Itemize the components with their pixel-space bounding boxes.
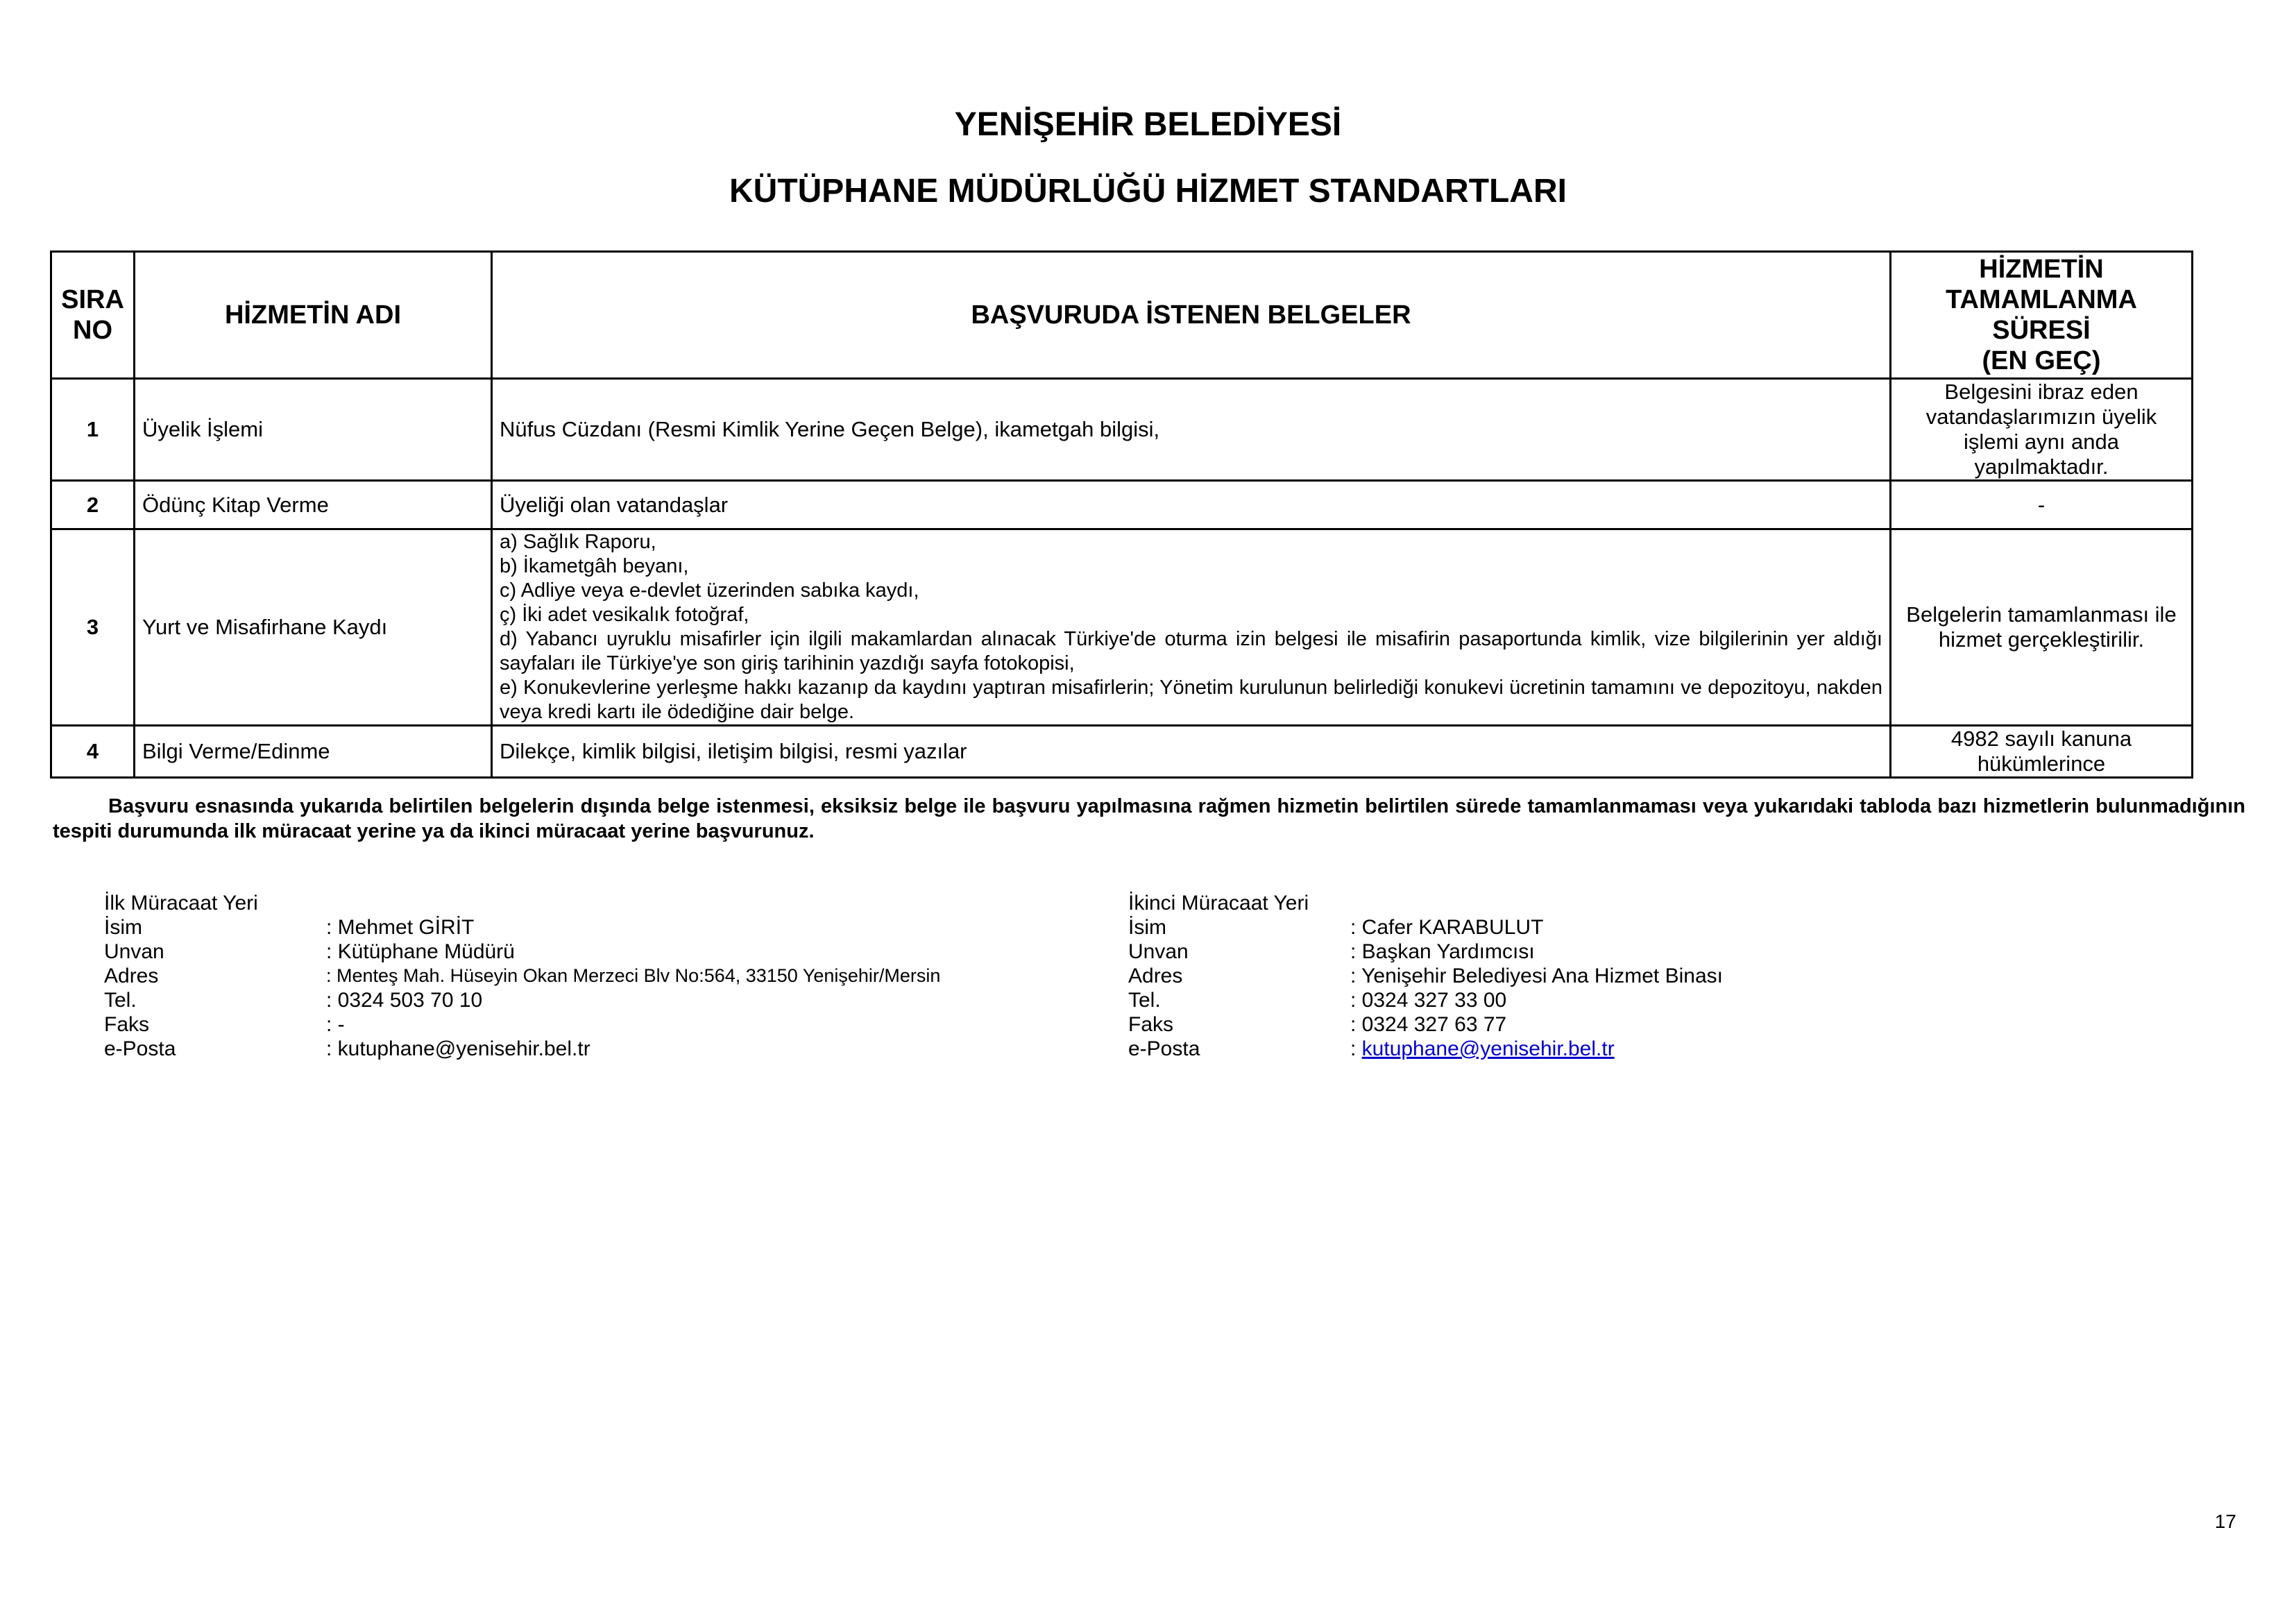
document-item: d) Yabancı uyruklu misafirler için ilgili makamlardan alınacak Türkiye'de oturma izin belgesi ile misafirin pasaportunda kimlik, vize bilgilerinin yer aldığı sayfaları ile Türkiye'ye son giriş tarihinin yazdığı sayfa fotokopisi,	[500, 628, 1882, 674]
contact-label: Adres	[104, 965, 159, 987]
document-subtitle: KÜTÜPHANE MÜDÜRLÜĞÜ HİZMET STANDARTLARI	[729, 173, 1567, 210]
contact-label: Faks	[104, 1013, 150, 1036]
header-time-line: SÜRESİ	[1992, 316, 2091, 345]
service-name: Ödünç Kitap Verme	[135, 481, 492, 529]
contact-row	[104, 1037, 940, 1061]
contact-label: Tel.	[104, 989, 137, 1012]
second-contact-heading	[1128, 891, 1723, 915]
header-no-line: SIRA	[61, 285, 124, 314]
contact-label: İsim	[1128, 916, 1166, 939]
header-service-name: HİZMETİN ADI	[135, 252, 492, 379]
row-number: 4	[51, 726, 135, 778]
contact-value: : 0324 327 33 00	[1350, 989, 1507, 1012]
contact-value: : -	[326, 1013, 345, 1036]
completion-time: Belgesini ibraz eden vatandaşlarımızın üyelik işlemi aynı anda yapılmaktadır.	[1891, 379, 2193, 481]
contact-row	[1128, 915, 1723, 940]
email-prefix: :	[1350, 1037, 1362, 1060]
header-required-documents: BAŞVURUDA İSTENEN BELGELER	[492, 252, 1891, 379]
page-number: 17	[2214, 1511, 2236, 1532]
row-number: 2	[51, 481, 135, 529]
document-item: ç) İki adet vesikalık fotoğraf,	[500, 604, 749, 626]
header-time-line: TAMAMLANMA	[1946, 285, 2137, 314]
service-name: Yurt ve Misafirhane Kaydı	[135, 529, 492, 726]
completion-time: -	[1891, 481, 2193, 529]
contact-value: : Mehmet GİRİT	[326, 916, 475, 939]
contact-row	[104, 940, 940, 964]
document-item: b) İkametgâh beyanı,	[500, 555, 689, 577]
application-note: Başvuru esnasında yukarıda belirtilen belgelerin dışında belge istenmesi, eksiksiz belge ile başvuru yapılmasına rağmen hizmetin belirtilen sürede tamamlanmaması veya yukarıdaki tabloda bazı hizmetlerin bulunmadığının tespiti durumunda ilk müracaat yerine ya da ikinci müracaat yerine başvurunuz.	[53, 795, 2245, 842]
contact-value: : Başkan Yardımcısı	[1350, 940, 1535, 963]
document-item: e) Konukevlerine yerleşme hakkı kazanıp da kaydını yaptıran misafirlerin; Yönetim kurulunun belirlediği konukevi ücretinin tamamını ve depozitoyu, nakden veya kredi kartı ile ödediğine dair belge.	[500, 677, 1882, 723]
contact-label: Tel.	[1128, 989, 1161, 1012]
contact-label: Faks	[1128, 1013, 1174, 1036]
header-no-line: NO	[73, 316, 112, 345]
contact-value: : kutuphane@yenisehir.bel.tr	[326, 1037, 590, 1060]
contact-label: Unvan	[1128, 940, 1189, 963]
contact-value	[1350, 1037, 1615, 1061]
required-documents: Dilekçe, kimlik bilgisi, iletişim bilgisi, resmi yazılar	[492, 726, 1891, 778]
header-completion-time	[1891, 252, 2193, 379]
contact-row	[104, 1012, 940, 1037]
contact-value: : Menteş Mah. Hüseyin Okan Merzeci Blv No:564, 33150 Yenişehir/Mersin	[326, 965, 941, 986]
contact-row	[1128, 1037, 1723, 1061]
contact-label: Adres	[1128, 965, 1183, 987]
document-title: YENİŞEHİR BELEDİYESİ	[954, 106, 1342, 143]
header-time-line: HİZMETİN	[1979, 255, 2104, 284]
document-item: a) Sağlık Raporu,	[500, 531, 656, 553]
service-name: Bilgi Verme/Edinme	[135, 726, 492, 778]
service-standards-table	[50, 250, 2193, 779]
email-link[interactable]: kutuphane@yenisehir.bel.tr	[1361, 1037, 1615, 1060]
contact-value: : Kütüphane Müdürü	[326, 940, 515, 963]
header-time-line: (EN GEÇ)	[1982, 346, 2101, 375]
required-documents	[492, 529, 1891, 726]
contact-label: e-Posta	[104, 1037, 176, 1060]
contact-row	[1128, 1012, 1723, 1037]
row-number: 3	[51, 529, 135, 726]
table-header-row	[51, 252, 2193, 379]
first-contact-heading-text: İlk Müracaat Yeri	[104, 892, 258, 915]
contact-label: Unvan	[104, 940, 164, 963]
table-row	[51, 529, 2193, 726]
first-contact-heading	[104, 891, 940, 915]
table-row	[51, 379, 2193, 481]
contact-row	[104, 915, 940, 940]
contact-value: : 0324 327 63 77	[1350, 1013, 1507, 1036]
contact-row	[1128, 964, 1723, 988]
table-row	[51, 481, 2193, 529]
second-contact-block	[1128, 891, 1723, 1061]
contact-label: e-Posta	[1128, 1037, 1200, 1060]
contact-row	[1128, 940, 1723, 964]
document-item: c) Adliye veya e-devlet üzerinden sabıka kaydı,	[500, 579, 919, 602]
contact-row	[1128, 988, 1723, 1012]
second-contact-heading-text: İkinci Müracaat Yeri	[1128, 892, 1309, 915]
contact-label: İsim	[104, 916, 142, 939]
contact-value: : 0324 503 70 10	[326, 989, 483, 1012]
required-documents: Üyeliği olan vatandaşlar	[492, 481, 1891, 529]
contact-value: : Yenişehir Belediyesi Ana Hizmet Binası	[1350, 965, 1723, 987]
completion-time: Belgelerin tamamlanması ile hizmet gerçekleştirilir.	[1891, 529, 2193, 726]
first-contact-block	[104, 891, 940, 1061]
required-documents: Nüfus Cüzdanı (Resmi Kimlik Yerine Geçen Belge), ikametgah bilgisi,	[492, 379, 1891, 481]
service-name: Üyelik İşlemi	[135, 379, 492, 481]
table-row	[51, 726, 2193, 778]
contact-row	[104, 988, 940, 1012]
header-no	[51, 252, 135, 379]
row-number: 1	[51, 379, 135, 481]
contact-row	[104, 964, 940, 988]
contact-value: : Cafer KARABULUT	[1350, 916, 1544, 939]
completion-time: 4982 sayılı kanuna hükümlerince	[1891, 726, 2193, 778]
